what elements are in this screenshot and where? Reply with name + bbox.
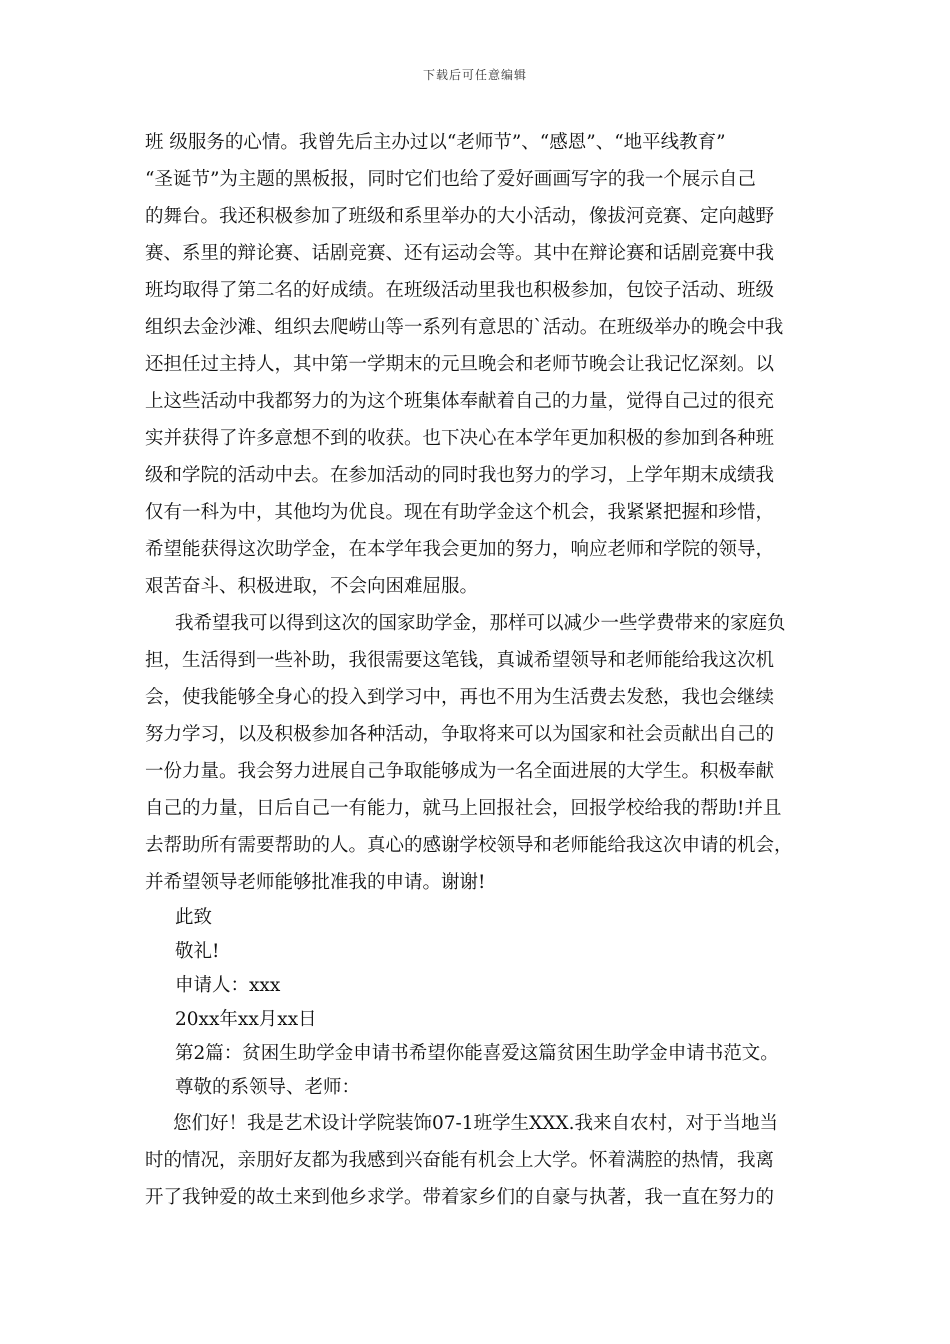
text-line: 会，使我能够全身心的投入到学习中，再也不用为生活费去发愁，我也会继续 bbox=[145, 687, 775, 708]
second-article-greeting: 尊敬的系领导、老师： bbox=[175, 1077, 361, 1098]
text-line: 实并获得了许多意想不到的收获。也下决心在本学年更加积极的参加到各种班 bbox=[145, 428, 775, 449]
text-line: 仅有一科为中，其他均为优良。现在有助学金这个机会，我紧紧把握和珍惜， bbox=[145, 502, 775, 523]
paragraph-2 bbox=[145, 605, 825, 901]
second-article-title: 第2篇：贫困生助学金申请书希望你能喜爱这篇贫困生助学金申请书范文。 bbox=[175, 1043, 779, 1064]
text-line: 一份力量。我会努力进展自己争取能够成为一名全面进展的大学生。积极奉献 bbox=[145, 761, 775, 782]
paragraph-3 bbox=[145, 1105, 825, 1216]
application-date: 20xx年xx月xx日 bbox=[175, 1009, 317, 1030]
text-line: 希望能获得这次助学金，在本学年我会更加的努力，响应老师和学院的领导， bbox=[145, 539, 775, 560]
text-line: 赛、系里的辩论赛、话剧竞赛、还有运动会等。其中在辩论赛和话剧竞赛中我 bbox=[145, 243, 775, 264]
text-line: 担，生活得到一些补助，我很需要这笔钱，真诚希望领导和老师能给我这次机 bbox=[145, 650, 775, 671]
text-line: 自己的力量，日后自己一有能力，就马上回报社会，回报学校给我的帮助!并且 bbox=[145, 798, 782, 819]
text-line: 的舞台。我还积极参加了班级和系里举办的大小活动，像拔河竞赛、定向越野 bbox=[145, 206, 775, 227]
text-line: 努力学习，以及积极参加各种活动，争取将来可以为国家和社会贡献出自己的 bbox=[145, 724, 775, 745]
paragraph-1 bbox=[145, 124, 825, 605]
salutation: 此致 bbox=[175, 907, 213, 928]
text-line: 艰苦奋斗、积极进取，不会向困难屈服。 bbox=[145, 576, 479, 597]
text-line: 我希望我可以得到这次的国家助学金，那样可以减少一些学费带来的家庭负 bbox=[175, 613, 786, 634]
text-line: 组织去金沙滩、组织去爬崂山等一系列有意思的`活动。在班级举办的晚会中我 bbox=[145, 317, 784, 338]
text-line: 级和学院的活动中去。在参加活动的同时我也努力的学习，上学年期末成绩我 bbox=[145, 465, 775, 486]
text-line: 班均取得了第二名的好成绩。在班级活动里我也积极参加，包饺子活动、班级 bbox=[145, 280, 775, 301]
text-line: 班 级服务的心情。我曾先后主办过以“老师节”、“感恩”、“地平线教育” bbox=[145, 132, 726, 153]
applicant-name: 申请人：xxx bbox=[175, 975, 281, 996]
document-body bbox=[145, 124, 825, 1216]
text-line: 您们好！我是艺术设计学院装饰07-1班学生XXX.我来自农村，对于当地当 bbox=[173, 1113, 778, 1134]
regards: 敬礼! bbox=[175, 941, 220, 962]
text-line: 上这些活动中我都努力的为这个班集体奉献着自己的力量，觉得自己过的很充 bbox=[145, 391, 775, 412]
text-line: “圣诞节”为主题的黑板报，同时它们也给了爱好画画写字的我一个展示自己 bbox=[145, 169, 756, 190]
header-note: 下载后可任意编辑 bbox=[422, 68, 527, 82]
text-line: 时的情况，亲朋好友都为我感到兴奋能有机会上大学。怀着满腔的热情，我离 bbox=[145, 1150, 775, 1171]
text-line: 还担任过主持人，其中第一学期末的元旦晚会和老师节晚会让我记忆深刻。以 bbox=[145, 354, 775, 375]
text-line: 开了我钟爱的故土来到他乡求学。带着家乡们的自豪与执著，我一直在努力的 bbox=[145, 1187, 775, 1208]
text-line: 去帮助所有需要帮助的人。真心的感谢学校领导和老师能给我这次申请的机会， bbox=[145, 835, 793, 856]
closing-block bbox=[145, 901, 825, 1037]
text-line: 并希望领导老师能够批准我的申请。谢谢! bbox=[145, 872, 486, 893]
